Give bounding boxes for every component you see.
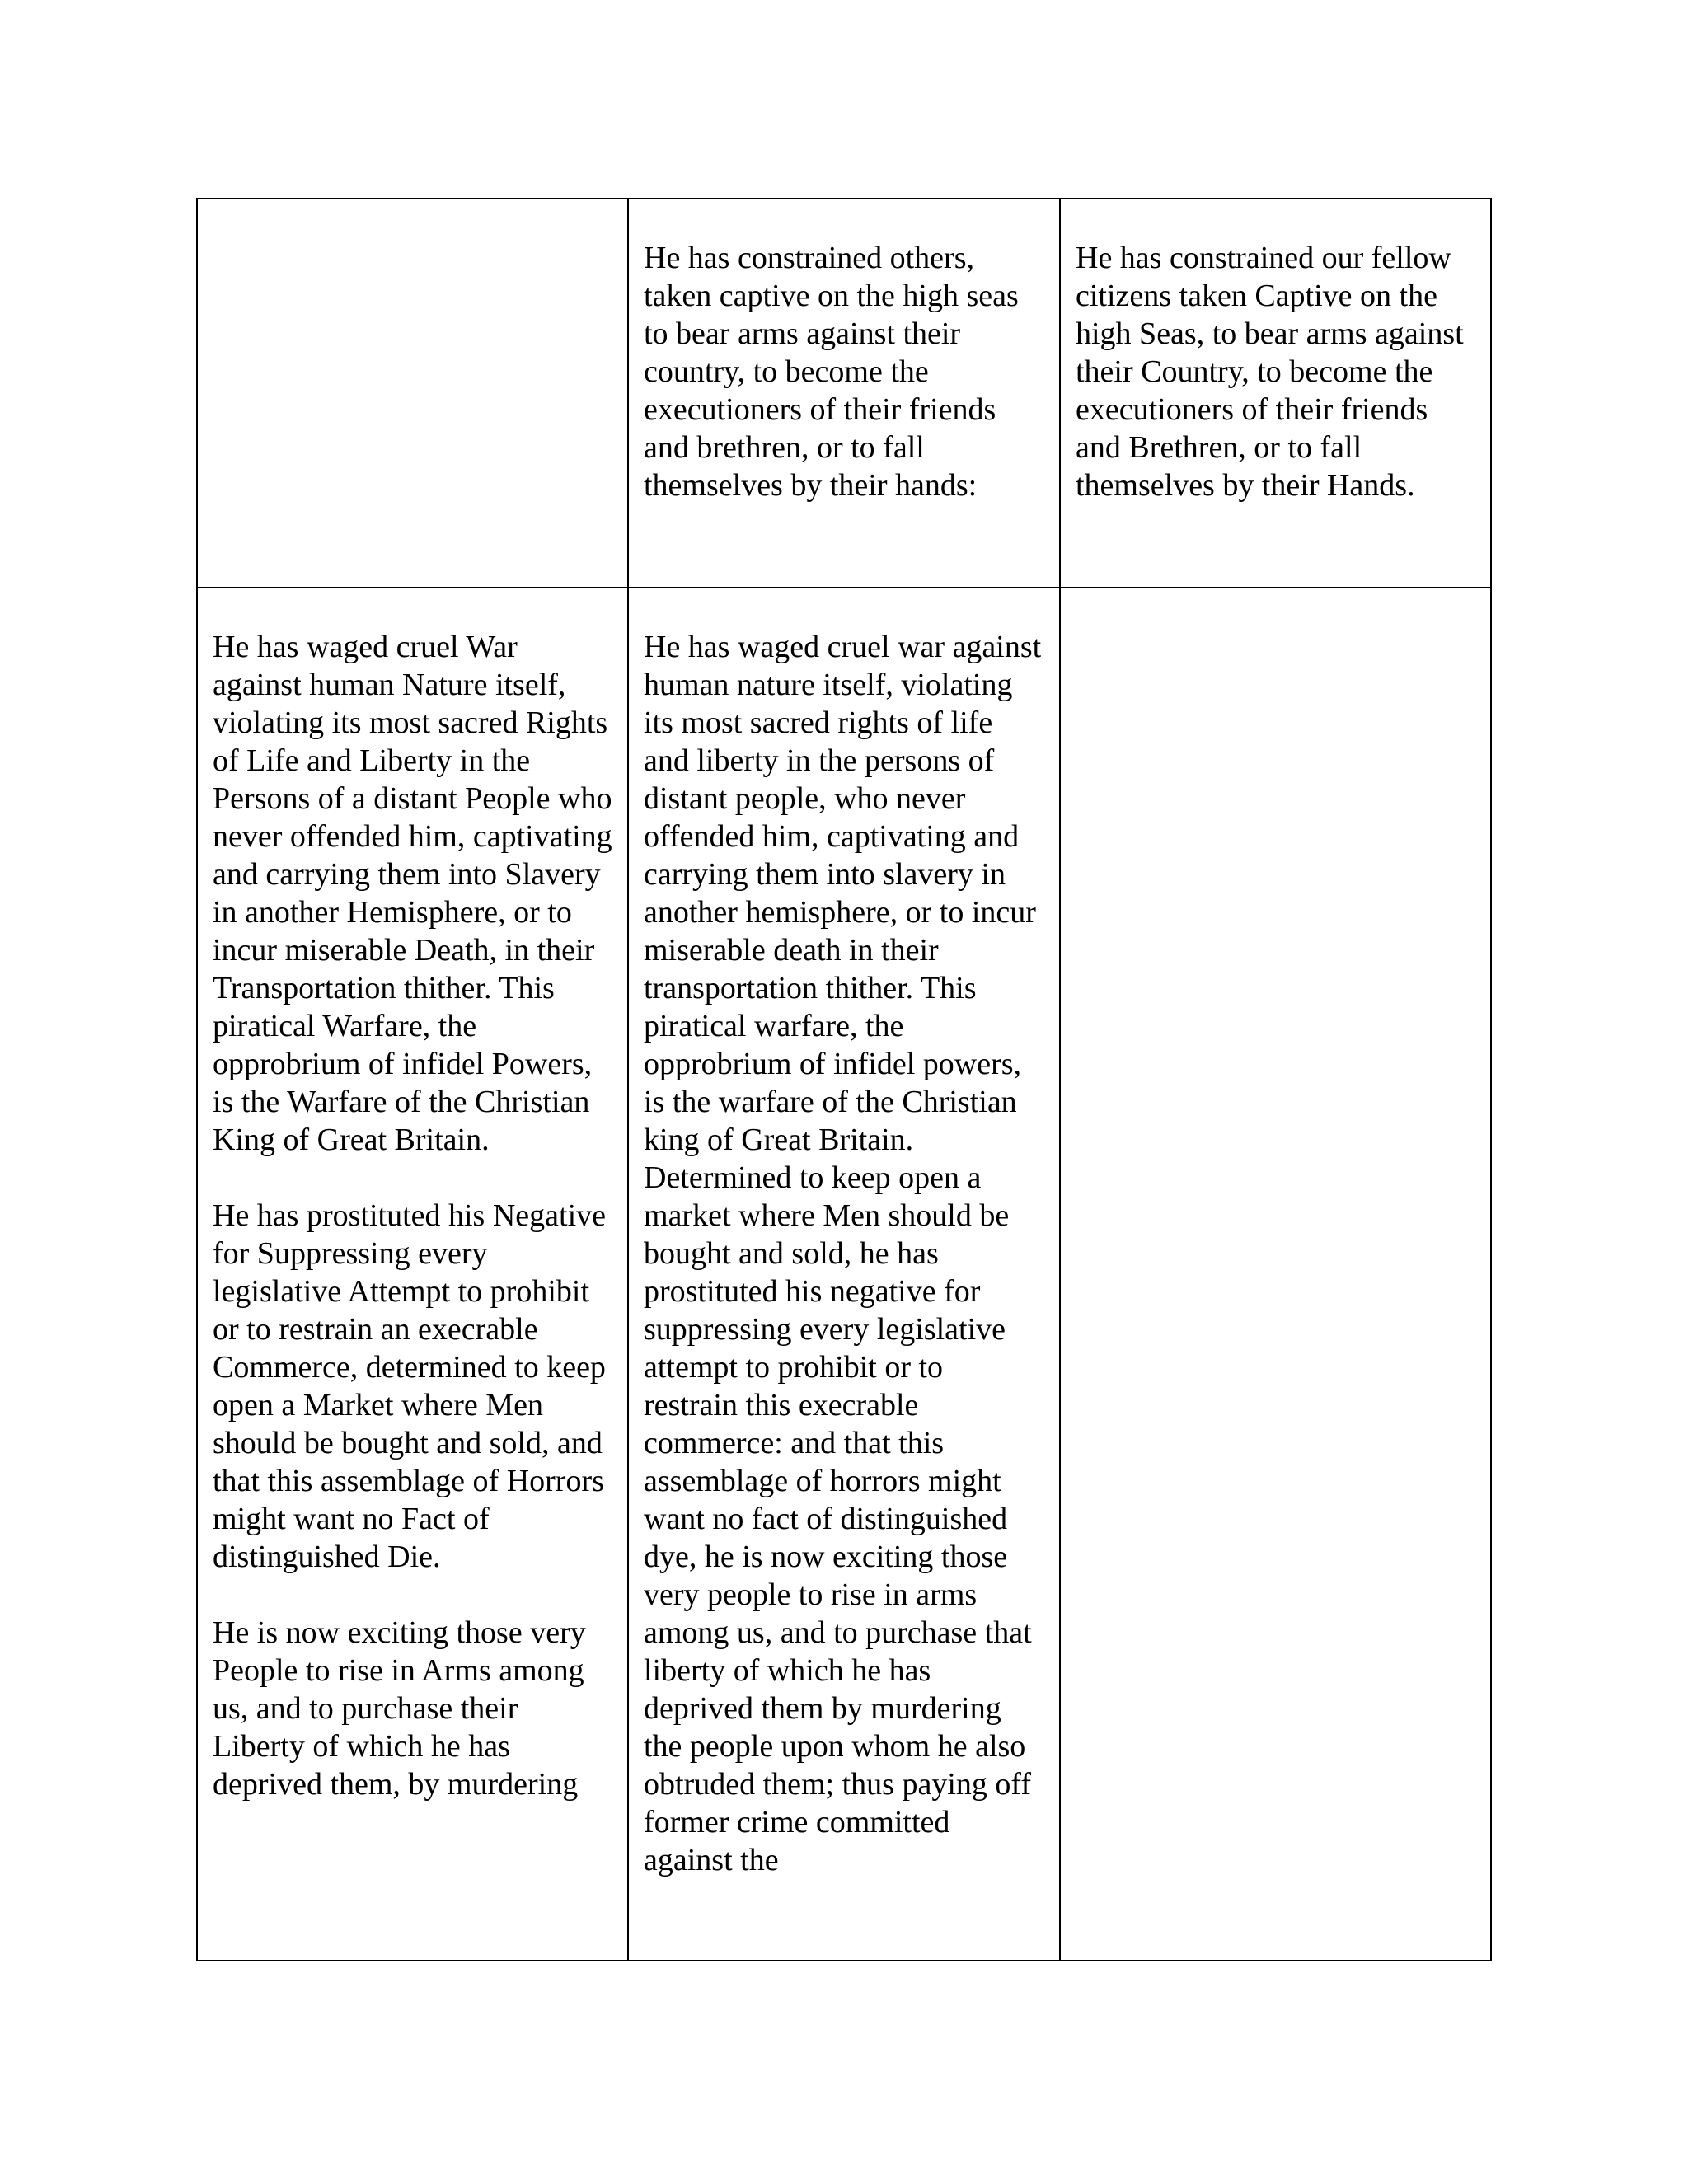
table-cell: [1060, 199, 1491, 588]
table-cell: [628, 588, 1060, 1961]
cell-paragraph: He has waged cruel war against human nature itself, violating its most sacred rights of life and liberty in the persons of distant people, who never offended him, captivating and carrying them into slavery in another hemisphere, or to incur miserable death in their transportation thither. This piratical warfare, the opprobrium of infidel powers, is the warfare of the Christian king of Great Britain. Determined to keep open a market where Men should be bought and sold, he has prostituted his negative for suppressing every legislative attempt to prohibit or to restrain this execrable commerce: and that this assemblage of horrors might want no fact of distinguished dye, he is now exciting those very people to rise in arms among us, and to purchase that liberty of which he has deprived them by murdering the people upon whom he also obtruded them; thus paying off former crime committed against the: [644, 630, 1042, 1877]
table-cell-empty: [1060, 588, 1491, 1961]
cell-paragraph: He has waged cruel War against human Nature itself, violating its most sacred Rights of Life and Liberty in the Persons of a distant People who never offended him, captivating and carrying them into Slavery in another Hemisphere, or to incur miserable Death, in their Transportation thither. This piratical Warfare, the opprobrium of infidel Powers, is the Warfare of the Christian King of Great Britain.: [213, 630, 612, 1157]
table-row: [197, 199, 1491, 588]
cell-paragraph: He has prostituted his Negative for Suppressing every legislative Attempt to prohibit or to restrain an execrable Commerce, determined to keep open a Market where Men should be bought and sold, and that this assemblage of Horrors might want no Fact of distinguished Die.: [213, 1198, 607, 1574]
cell-paragraph: He has constrained others, taken captive on the high seas to bear arms against their country, to become the executioners of their friends and brethren, or to fall themselves by their hands:: [644, 241, 1019, 503]
comparison-table: [196, 198, 1492, 1961]
table-row: [197, 588, 1491, 1961]
cell-paragraph: He is now exciting those very People to rise in Arms among us, and to purchase their Liberty of which he has deprived them, by murdering: [213, 1615, 586, 1802]
table-cell-empty: [197, 199, 628, 588]
table-cell: [197, 588, 628, 1961]
table-cell: [628, 199, 1060, 588]
cell-paragraph: He has constrained our fellow citizens taken Captive on the high Seas, to bear arms against their Country, to become the executioners of their friends and Brethren, or to fall themselves by their Hands.: [1076, 241, 1464, 503]
